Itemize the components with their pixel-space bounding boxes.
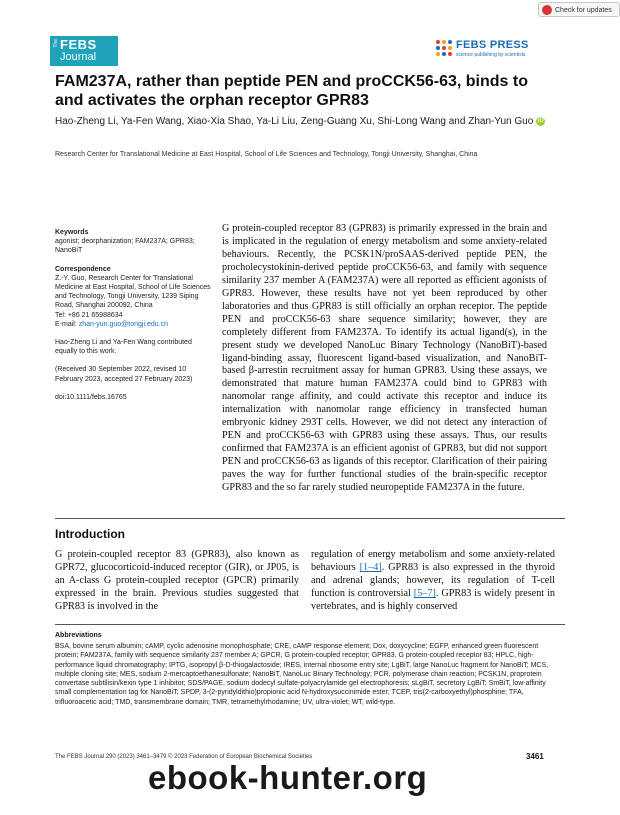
febs-journal-logo: The FEBS Journal bbox=[50, 36, 118, 66]
abbreviations-heading: Abbreviations bbox=[55, 632, 102, 639]
keywords-heading: Keywords bbox=[55, 229, 89, 236]
correspondence-heading: Correspondence bbox=[55, 265, 111, 273]
section-divider bbox=[55, 518, 565, 519]
reference-link[interactable]: [5–7] bbox=[413, 588, 436, 600]
author-list: Hao-Zheng Li, Ya-Fen Wang, Xiao-Xia Shao, Ya-Li Liu, Zeng-Guang Xu, Shi-Long Wang and Zhan-Yun Guo iD bbox=[55, 116, 544, 127]
footer-citation: The FEBS Journal 290 (2023) 3461–3479 © 2023 Federation of European Biochemical Societies bbox=[55, 754, 313, 760]
intro-column-left: G protein-coupled receptor 83 (GPR83), also known as GPR72, glucocorticoid-induced receptor (GIR), or JP05, is an A-class G protein-coupled receptor (GPCR) primarily expressed in the brain. Previous studies suggested that GPR83 is involved in the bbox=[55, 549, 299, 613]
abbreviations-text: BSA, bovine serum albumin; cAMP, cyclic adenosine monophosphate; CRE, cAMP response element; Dox, doxycycline; EGFP, enhanced green fluorescent protein; FAM237A, family with sequence similarity 237 member A; GPCR, G protein-coupled receptor; GPR83, G protein-coupled receptor 83; HPLC, high-performance liquid chromatography; IPTG, isopropyl β-D-thiogalactoside; IRES, internal ribosome entry site; LgBiT, large NanoLuc fragment for NanoBiT; MCS, multiple cloning site; MES, sodium 2-mercaptoethanesulfonate; NanoBiT, NanoLuc Binary Technology; PCR, polymerase chain reaction; PCSK1N, proprotein convertase subtilisin/kexin type 1 inhibitor; SDS/PAGE, sodium dodecyl sulfate-polyacrylamide gel electrophoresis; sLgBiT, secretory LgBiT; SmBiT, low-affinity small complementation tag for NanoBiT; SPDP, 3-(2-pyridyldithio)propionic acid N-hydroxysuccinimide ester; TCEP, tris(2-carboxyethyl)phosphine; TFA, trifluoroacetic acid; TMD, transmembrane domain; TMR, tetramethylrhodamine; UV, ultra-violet; WT, wild-type. bbox=[55, 643, 549, 706]
reference-link[interactable]: [1–4] bbox=[359, 562, 382, 574]
orcid-icon[interactable]: iD bbox=[537, 117, 544, 124]
email-link[interactable]: zhan-yun.guo@tongji.edu.cn bbox=[78, 320, 168, 328]
article-title: FAM237A, rather than peptide PEN and proCCK56-63, binds to and activates the orphan receptor GPR83 bbox=[55, 73, 528, 109]
email-line: E-mail: zhan-yun.guo@tongji.edu.cn bbox=[55, 320, 168, 328]
intro-column-right: regulation of energy metabolism and some anxiety-related behaviours [1–4]. GPR83 is also expressed in the thyroid and adrenal glands; however, its regulation of T-cell function is controversial [5–7]. GPR83 is widely present in vertebrates, and is highly conserved bbox=[311, 549, 555, 613]
abbreviations-divider bbox=[55, 624, 565, 625]
keywords: agonist; deorphanization; FAM237A; GPR83; NanoBiT bbox=[55, 238, 195, 255]
equal-contribution: Hao-Zheng Li and Ya-Fen Wang contributed equally to this work. bbox=[55, 339, 192, 356]
page-number: 3461 bbox=[526, 752, 544, 761]
check-for-updates-button[interactable] bbox=[538, 2, 620, 17]
correspondence-address: Z.-Y. Guo, Research Center for Translational Medicine at East Hospital, School of Life Sciences and Technology, Tongji University, 1239 Siping Road, Shanghai 200092, China bbox=[55, 274, 211, 310]
received-dates: (Received 30 September 2022, revised 10 February 2023, accepted 27 February 2023) bbox=[55, 366, 193, 383]
check-updates-label: Check for updates bbox=[555, 7, 612, 14]
introduction-heading: Introduction bbox=[55, 527, 125, 541]
check-updates-icon bbox=[542, 5, 552, 15]
doi[interactable]: doi:10.1111/febs.16765 bbox=[55, 393, 127, 401]
febs-press-logo: FEBS PRESS science publishing by scientists bbox=[434, 38, 564, 60]
article-sidebar bbox=[55, 228, 215, 402]
febs-press-dots-icon bbox=[434, 38, 454, 58]
affiliation: Research Center for Translational Medicine at East Hospital, School of Life Sciences and Technology, Tongji University, Shanghai, China bbox=[55, 151, 478, 158]
telephone: Tel: +86 21 65988634 bbox=[55, 311, 123, 319]
watermark: ebook-hunter.org bbox=[148, 759, 428, 796]
abstract: G protein-coupled receptor 83 (GPR83) is primarily expressed in the brain and is implicated in the regulation of energy metabolism and some anxiety-related behaviours. Recently, the PCSK1N/proSAAS-derived peptide PEN, the procholecystokinin-derived peptide proCCK56-63, and family with sequence similarity 237 member A (FAM237A) were all reported as efficient agonists of GPR83. However, these results have not yet been reproduced by other laboratories and thus GPR83 is still officially an orphan receptor. The peptide PEN and proCCK56-63 share sequence similarity; however, they are completely different from FAM237A. To identify its actual ligand(s), in the present study we developed NanoLuc Binary Technology (NanoBiT)-based ligand-binding assay, fluorescent ligand-based visualization, and NanoBiT-based β-arrestin recruitment assay for human GPR83. Using these assays, we demonstrated that mature human FAM237A could bind to GPR83 with nanomolar range affinity, and could activate this receptor and induce its internalization with nanomolar range efficiency in transfected human embryonic kidney 293T cells. However, we did not detect any interaction of PEN and proCCK56-63 with GPR83 using these assays. Thus, our results confirmed that FAM237A is an efficient agonist of GPR83, but did not support PEN and proCCK56-63 as ligands of this receptor. Clarification of their pairing paves the way for further functional studies of the brain-specific receptor GPR83 and the so far rarely studied neuropeptide FAM237A in the future. bbox=[222, 223, 547, 494]
